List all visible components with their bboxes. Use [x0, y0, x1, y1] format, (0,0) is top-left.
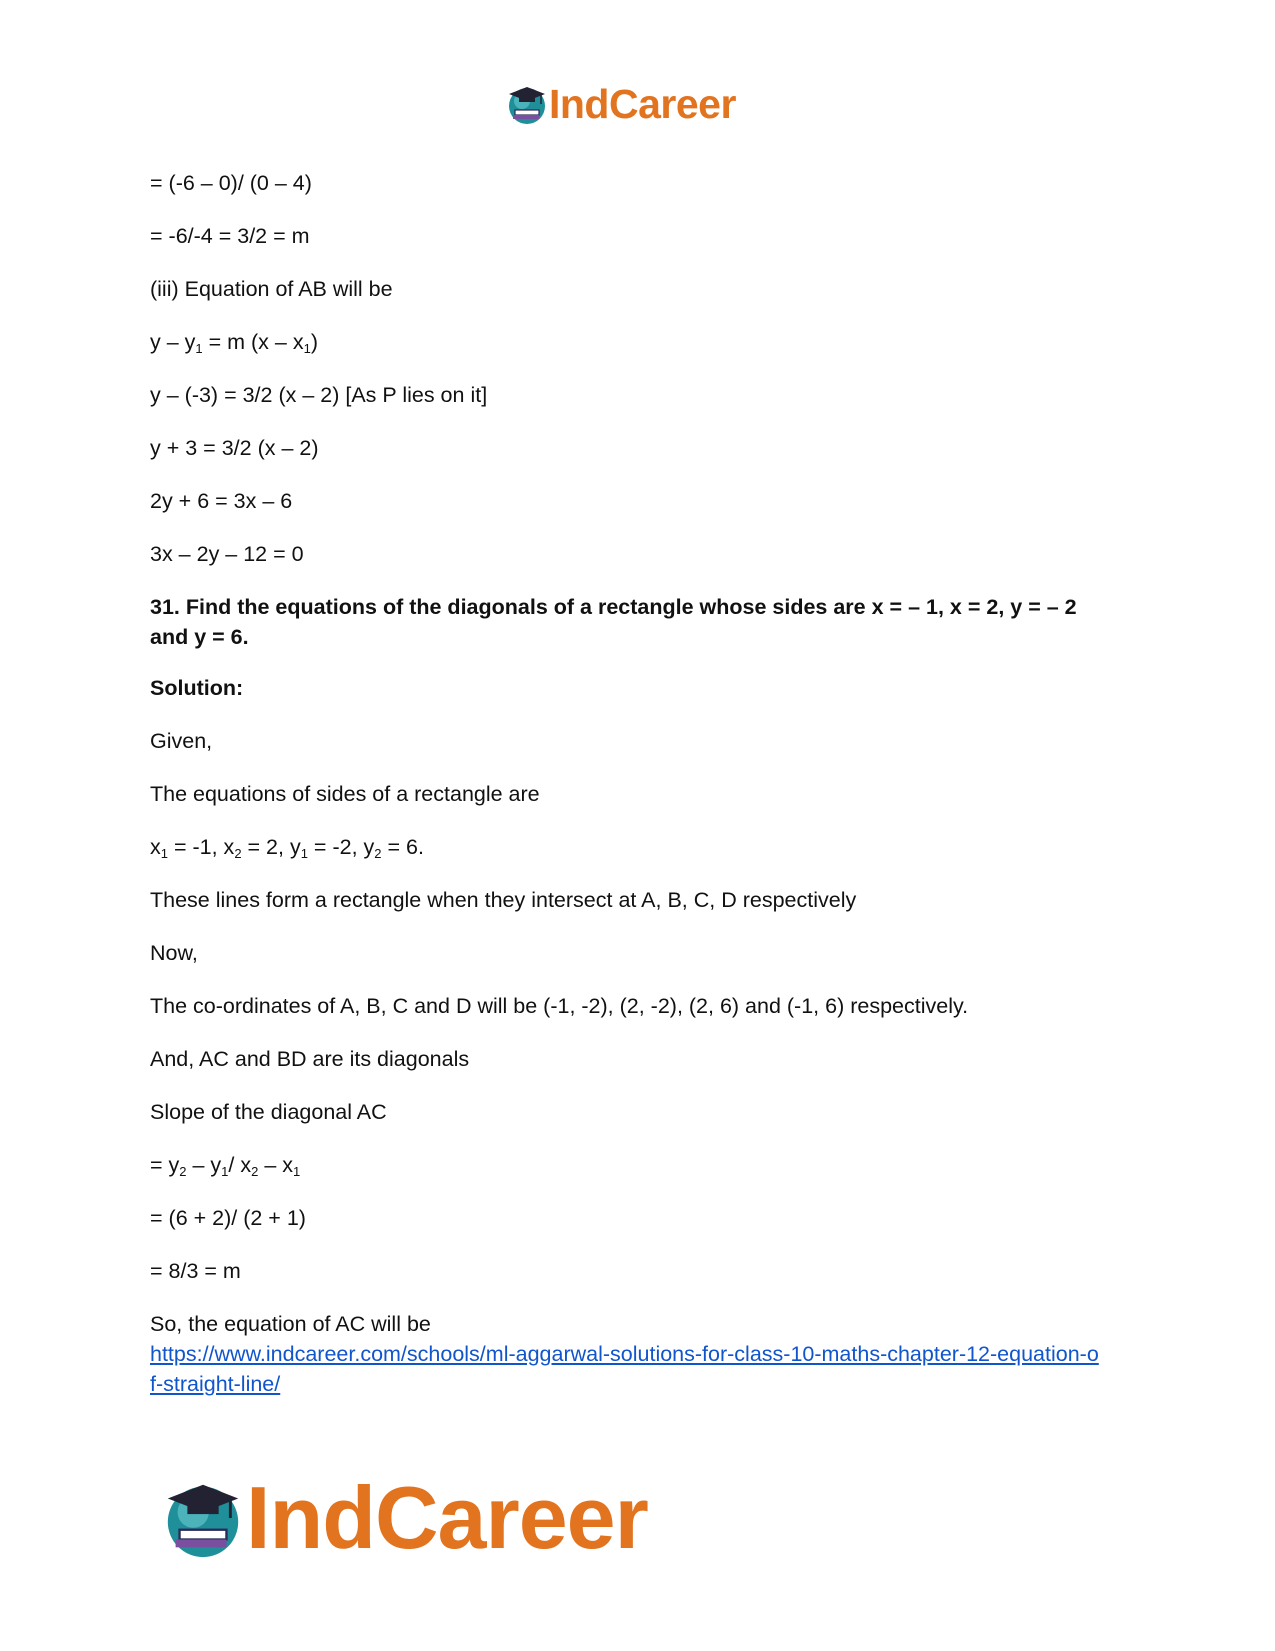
equation-line: = $y_2 - y_1/$ $x_2 - x_1$ [150, 1153, 301, 1179]
equation-line: 3x – 2y – 12 = 0 [150, 542, 304, 566]
text-line: (iii) Equation of AB will be [150, 277, 393, 301]
header-logo [505, 78, 736, 130]
equation-line: = 8/3 = m [150, 1259, 241, 1283]
equation-line: = -6/-4 = 3/2 = m [150, 224, 310, 248]
logo-wordmark: IndCareer [246, 1468, 648, 1567]
text-line: And, AC and BD are its diagonals [150, 1047, 470, 1071]
text-line: So, the equation of AC will be [150, 1312, 431, 1336]
globe-graduation-cap-icon [160, 1475, 246, 1561]
question-heading: 31. Find the equations of the diagonals of a rectangle whose sides are x = – 1, x = 2, y = – 2 and y = 6. [150, 595, 1077, 649]
text-line: Slope of the diagonal AC [150, 1100, 387, 1124]
text-line: Given, [150, 729, 213, 753]
text-line: The equations of sides of a rectangle are [150, 782, 540, 806]
footer-logo [160, 1468, 648, 1568]
logo-wordmark: IndCareer [549, 80, 736, 127]
text-line: These lines form a rectangle when they intersect at A, B, C, D respectively [150, 888, 857, 912]
equation-line: y + 3 = 3/2 (x – 2) [150, 436, 319, 460]
equation-line: y – (-3) = 3/2 (x – 2) [As P lies on it] [150, 383, 488, 407]
source-link[interactable]: https://www.indcareer.com/schools/ml-aggarwal-solutions-for-class-10-maths-chapter-12-equation-of-straight-line/ [150, 1342, 1099, 1396]
equation-line: $x_1 = -1$, $x_2 = 2$, $y_1 = -2$, $y_2 = 6$. [150, 835, 424, 861]
text-line: Now, [150, 941, 198, 965]
solution-label: Solution: [150, 676, 244, 700]
equation-line: $y - y_1 = m$ $(x - x_1)$ [150, 330, 318, 356]
equation-line: = (-6 – 0)/ (0 – 4) [150, 171, 312, 195]
globe-graduation-cap-icon [505, 82, 549, 126]
text-line: The co-ordinates of A, B, C and D will be (-1, -2), (2, -2), (2, 6) and (-1, 6) respectively. [150, 994, 969, 1018]
equation-line: = (6 + 2)/ (2 + 1) [150, 1206, 306, 1230]
equation-line: 2y + 6 = 3x – 6 [150, 489, 293, 513]
